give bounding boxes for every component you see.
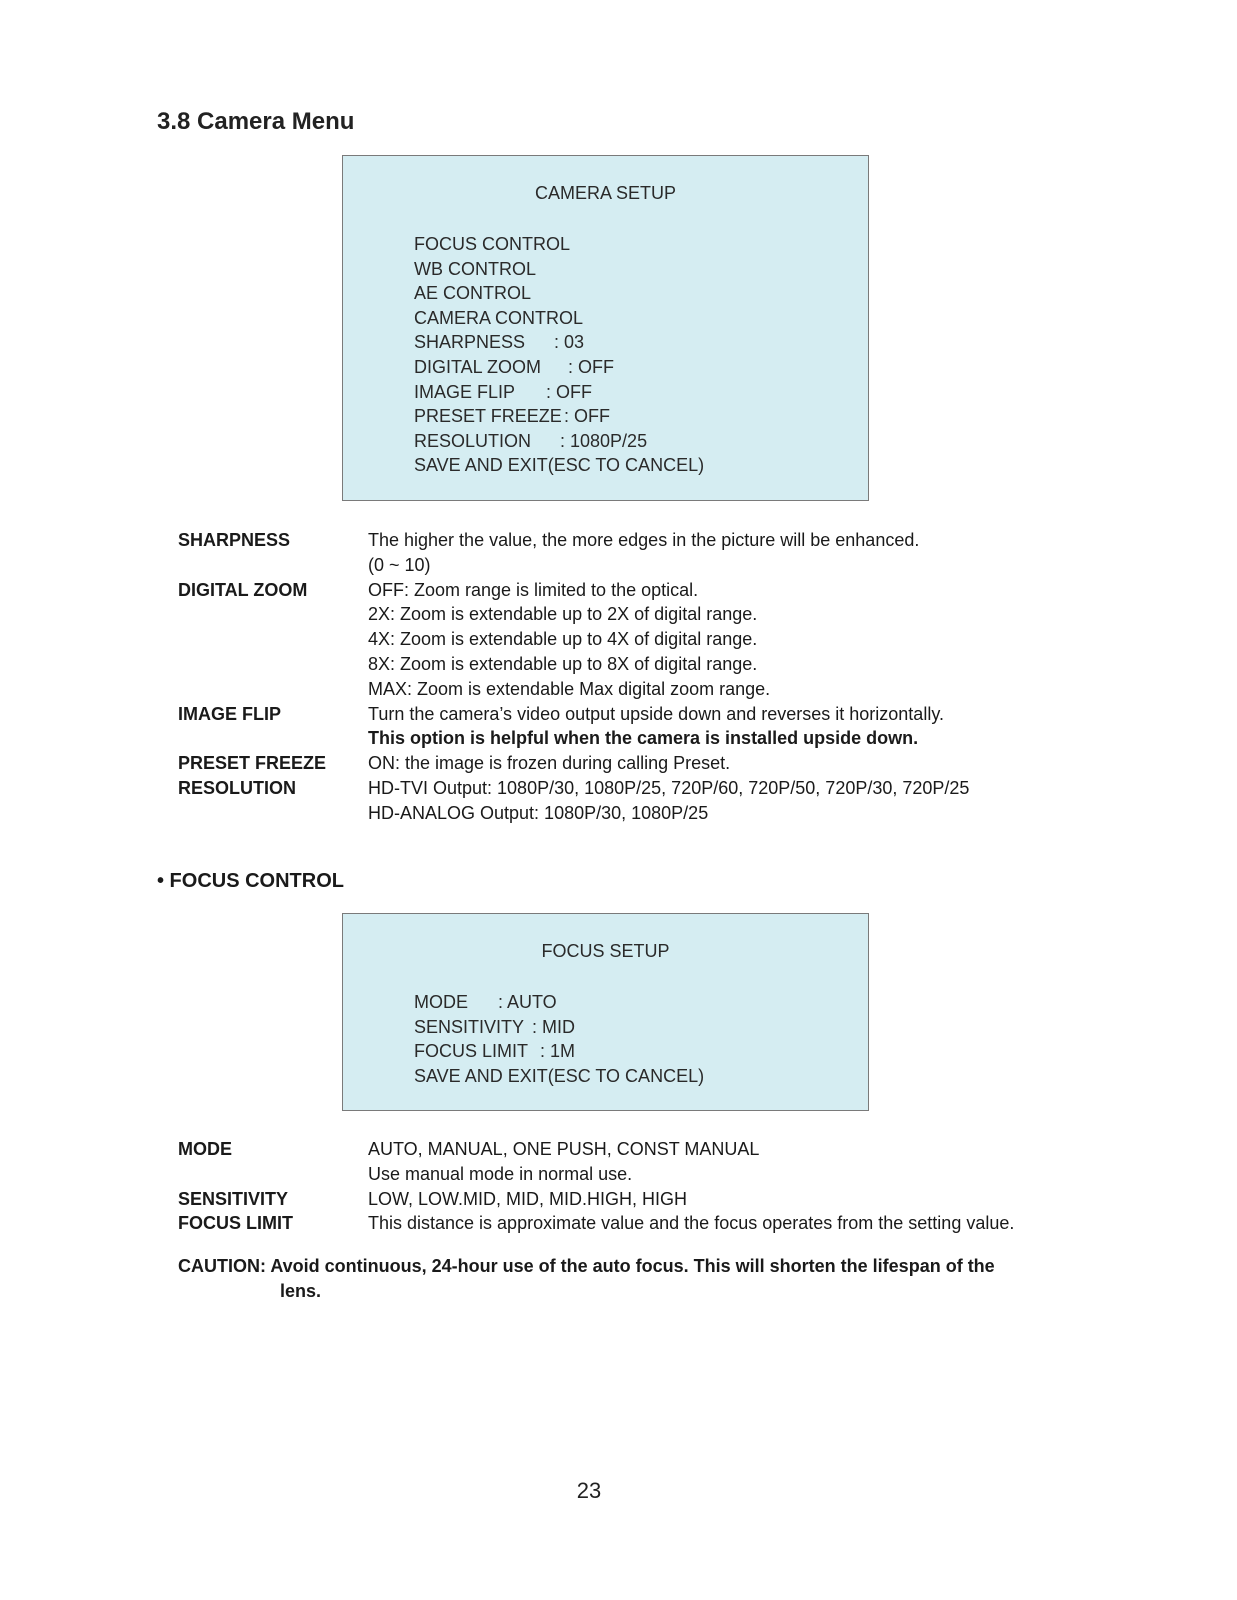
osd-item-label: RESOLUTION [414, 430, 532, 451]
osd-menu-item-image-flip [414, 380, 704, 405]
desc-row-focus-limit [178, 1211, 1078, 1236]
osd-item-value: : OFF [568, 356, 614, 377]
camera-setup-descriptions [178, 528, 1078, 826]
osd-item-label: SENSITIVITY [414, 1016, 525, 1037]
desc-lines [368, 751, 1078, 776]
desc-line: This distance is approximate value and the focus operates from the setting value. [368, 1213, 1015, 1234]
camera-setup-osd-box [342, 155, 869, 501]
focus-setup-title: FOCUS SETUP [541, 941, 670, 961]
osd-menu-item-ae-control [414, 281, 704, 306]
desc-line: Use manual mode in normal use. [368, 1163, 633, 1184]
desc-line: 4X: Zoom is extendable up to 4X of digital range. [368, 629, 758, 650]
focus-control-heading: • FOCUS CONTROL [157, 870, 344, 892]
osd-menu-item-camera-control [414, 306, 704, 331]
desc-term: SHARPNESS [178, 530, 291, 550]
osd-menu-item-sharpness [414, 330, 704, 355]
desc-line: The higher the value, the more edges in the picture will be enhanced. [368, 530, 920, 550]
desc-term: MODE [178, 1139, 232, 1159]
osd-item-label: WB CONTROL [414, 258, 537, 279]
desc-row-sharpness [178, 528, 1078, 578]
desc-term: DIGITAL ZOOM [178, 579, 308, 600]
focus-setup-osd-box [342, 913, 869, 1111]
desc-line: HD-TVI Output: 1080P/30, 1080P/25, 720P/60, 720P/50, 720P/30, 720P/25 [368, 777, 970, 798]
desc-line: ON: the image is frozen during calling Preset. [368, 753, 731, 774]
osd-item-value: : OFF [546, 381, 592, 402]
osd-item-value: : OFF [564, 406, 610, 427]
caution-note [178, 1254, 1068, 1304]
osd-item-label: FOCUS CONTROL [414, 234, 571, 254]
desc-row-digital-zoom [178, 578, 1078, 702]
camera-setup-menu-list [414, 232, 704, 478]
caution-line-continued: lens. [280, 1281, 322, 1301]
desc-term: PRESET FREEZE [178, 753, 327, 774]
desc-term: RESOLUTION [178, 777, 297, 798]
osd-item-label: PRESET FREEZE [414, 406, 562, 427]
desc-line: HD-ANALOG Output: 1080P/30, 1080P/25 [368, 802, 709, 823]
desc-line-emphasis: This option is helpful when the camera is installed upside down. [368, 728, 919, 749]
desc-line: OFF: Zoom range is limited to the optical. [368, 579, 699, 600]
osd-item-label: SHARPNESS [414, 332, 526, 353]
page-number: 23 [576, 1478, 602, 1503]
osd-item-label: MODE [414, 992, 468, 1012]
desc-row-mode [178, 1137, 1078, 1187]
desc-line: MAX: Zoom is extendable Max digital zoom range. [368, 678, 771, 699]
osd-item-label: IMAGE FLIP [414, 381, 516, 402]
osd-menu-item-preset-freeze [414, 404, 704, 429]
caution-line: CAUTION: Avoid continuous, 24-hour use of the auto focus. This will shorten the lifespan of the [178, 1256, 995, 1276]
desc-lines [368, 1137, 1078, 1187]
desc-lines [368, 578, 1078, 702]
desc-line: AUTO, MANUAL, ONE PUSH, CONST MANUAL [368, 1139, 760, 1159]
osd-menu-item-focus-control [414, 232, 704, 257]
osd-item-label: CAMERA CONTROL [414, 307, 584, 328]
osd-item-label: FOCUS LIMIT [414, 1041, 529, 1062]
section-title: 3.8 Camera Menu [157, 108, 355, 135]
osd-menu-item-sensitivity [414, 1015, 704, 1040]
osd-item-label: SAVE AND EXIT(ESC TO CANCEL) [414, 1065, 705, 1086]
osd-menu-item-resolution [414, 429, 704, 454]
desc-lines [368, 776, 1078, 826]
focus-setup-menu-list [414, 990, 704, 1088]
desc-lines [368, 1187, 1078, 1212]
osd-item-value: : 1M [540, 1041, 576, 1062]
osd-item-label: SAVE AND EXIT(ESC TO CANCEL) [414, 455, 705, 476]
osd-menu-item-digital-zoom [414, 355, 704, 380]
desc-lines [368, 528, 1078, 578]
osd-item-value: : AUTO [498, 992, 557, 1012]
osd-item-label: AE CONTROL [414, 283, 532, 304]
camera-setup-title: CAMERA SETUP [534, 183, 677, 203]
osd-menu-item-wb-control [414, 257, 704, 282]
osd-menu-item-mode [414, 990, 704, 1015]
desc-term: IMAGE FLIP [178, 703, 281, 724]
osd-menu-item-save-and-exit [414, 1064, 704, 1089]
desc-row-image-flip [178, 702, 1078, 752]
desc-line: LOW, LOW.MID, MID, MID.HIGH, HIGH [368, 1188, 688, 1209]
desc-line: 2X: Zoom is extendable up to 2X of digital range. [368, 604, 758, 625]
desc-line: Turn the camera’s video output upside down and reverses it horizontally. [368, 703, 944, 724]
desc-lines [368, 1211, 1078, 1236]
osd-item-value: : MID [532, 1016, 575, 1037]
desc-row-preset-freeze [178, 751, 1078, 776]
desc-line: 8X: Zoom is extendable up to 8X of digital range. [368, 653, 758, 674]
osd-menu-item-focus-limit [414, 1039, 704, 1064]
osd-item-value: : 1080P/25 [560, 430, 648, 451]
desc-row-sensitivity [178, 1187, 1078, 1212]
desc-row-resolution [178, 776, 1078, 826]
desc-lines [368, 702, 1078, 752]
osd-item-value: : 03 [554, 332, 585, 353]
desc-term: FOCUS LIMIT [178, 1213, 293, 1234]
focus-setup-descriptions [178, 1137, 1078, 1236]
desc-term: SENSITIVITY [178, 1188, 289, 1209]
osd-item-label: DIGITAL ZOOM [414, 356, 542, 377]
osd-menu-item-save-and-exit [414, 453, 704, 478]
desc-line: (0 ~ 10) [368, 554, 431, 575]
